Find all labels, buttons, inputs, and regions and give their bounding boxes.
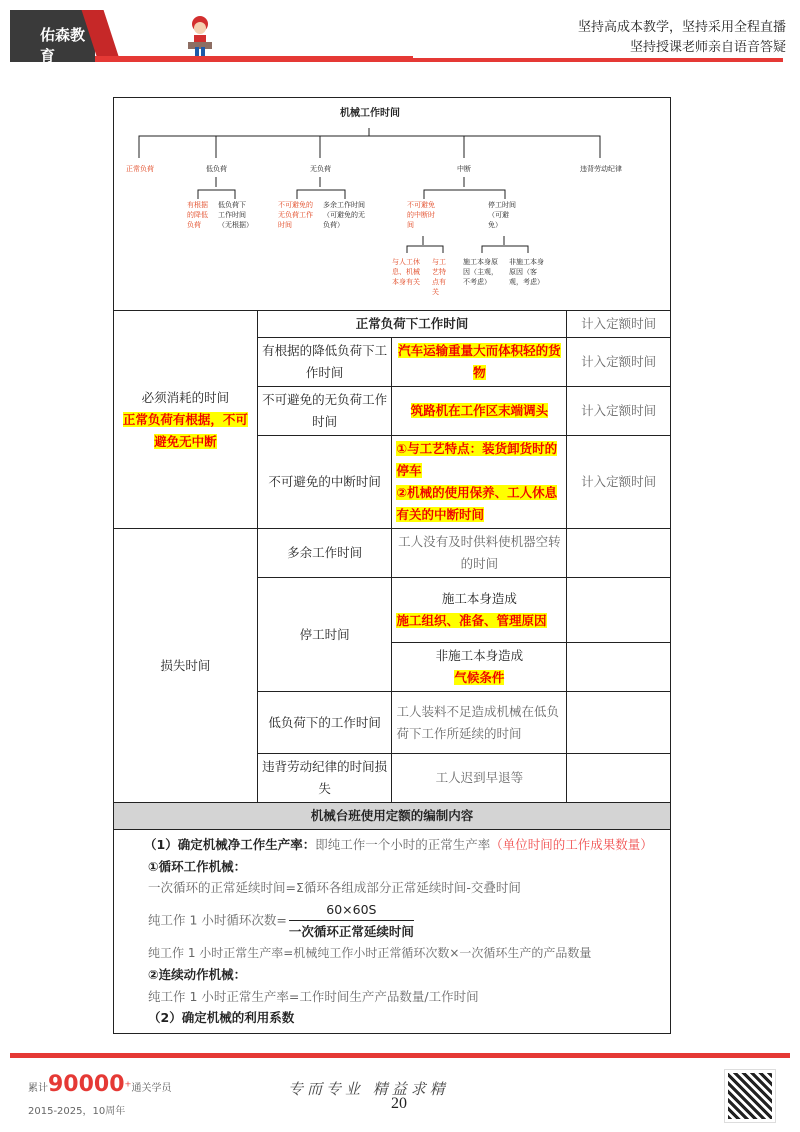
- subheading: ①循环工作机械：: [148, 858, 247, 874]
- slogan-line-1: 坚持高成本教学，坚持采用全程直播: [577, 20, 786, 35]
- stats-prefix: 累计: [28, 1083, 48, 1094]
- normal-load-heading: 正常负荷下工作时间: [257, 311, 566, 338]
- loss-time-label: 损失时间: [114, 529, 258, 803]
- diagram-node: 低负荷下工作时间（无根据）: [218, 201, 253, 229]
- stats-plus: +: [124, 1078, 132, 1089]
- brand-name: 佑森教育: [40, 26, 86, 65]
- diagram-node-interrupt: 中断: [457, 165, 471, 173]
- diagram-title: 机械工作时间: [340, 108, 400, 119]
- formula-fraction-row: [120, 899, 664, 943]
- brand-sub: 只做超人教育: [40, 70, 71, 76]
- diagram-node: 不可避免的无负荷工作时间: [278, 201, 313, 229]
- row-example: ①与工艺特点：装货卸货时的停车: [396, 441, 558, 478]
- diagram-node: 与工艺特点有关: [432, 258, 446, 296]
- page-number: 20: [391, 1095, 407, 1112]
- footer-rule: [10, 1053, 790, 1058]
- denominator: 一次循环正常延续时间: [288, 924, 414, 939]
- stats-suffix: 通关学员: [131, 1083, 172, 1094]
- diagram-node-none: 无负荷: [310, 165, 331, 173]
- count-cell: 计入定额时间: [567, 311, 671, 338]
- numerator: 60×60S: [289, 899, 414, 922]
- diagram-node-discipline: 违背劳动纪律: [580, 165, 622, 173]
- row-example: 工人迟到早退等: [392, 754, 567, 803]
- row-example: 工人装料不足造成机械在低负荷下工作所延续的时间: [392, 692, 567, 754]
- subheading: ②连续动作机械：: [148, 967, 247, 982]
- row-name: 有根据的降低负荷下工作时间: [257, 338, 392, 387]
- heading-1: （1）确定机械净工作生产率：: [144, 837, 316, 852]
- diagram-node: 施工本身原因（主观，不考虑）: [463, 258, 498, 286]
- footer-years: 2015-2025，10周年: [28, 1106, 126, 1117]
- necessary-time-label: 必须消耗的时间: [141, 389, 230, 405]
- diagram-node: 不可避免的中断时间: [407, 201, 435, 229]
- formula: 纯工作 1 小时正常生产率=机械纯工作小时正常循环次数×一次循环生产的产品数量: [148, 945, 592, 960]
- diagram-node: 非施工本身原因（客观，考虑）: [509, 258, 544, 286]
- count-cell: 计入定额时间: [567, 387, 671, 436]
- note-red: （单位时间的工作成果数量）: [490, 837, 653, 852]
- diagram-node: 停工时间（可避免）: [488, 201, 516, 229]
- row-name: 不可避免的中断时间: [257, 436, 392, 529]
- stop-cause-title: 施工本身造成: [441, 591, 517, 606]
- stop-cause-detail: 气候条件: [454, 670, 505, 685]
- necessary-time-cell: [114, 311, 258, 529]
- row-example: 工人没有及时供料使机器空转的时间: [392, 529, 567, 578]
- diagram-node: 与人工休息、机械本身有关: [392, 258, 420, 286]
- row-example: 汽车运输重量大而体积轻的货物: [398, 343, 561, 380]
- diagram-node-normal: 正常负荷: [126, 165, 154, 173]
- formula: 一次循环的正常延续时间=Σ循环各组成部分正常延续时间-交叠时间: [148, 880, 521, 895]
- diagram-node: 有根据的降低负荷: [187, 201, 208, 229]
- row-example: 筑路机在工作区末端调头: [410, 403, 549, 418]
- row-name: 低负荷下的工作时间: [257, 692, 392, 754]
- stats-count: 90000: [48, 1072, 125, 1097]
- slogan-line-2: 坚持授课老师亲自语音答疑: [629, 40, 786, 55]
- row-name: 停工时间: [257, 578, 392, 692]
- section-title: 机械台班使用定额的编制内容: [114, 803, 671, 830]
- machine-time-table: [113, 310, 671, 1034]
- row-name: 不可避免的无负荷工作时间: [257, 387, 392, 436]
- row-example: ②机械的使用保养、工人休息有关的中断时间: [396, 485, 558, 522]
- stop-cause-title: 非施工本身造成: [435, 648, 524, 663]
- formula: 纯工作 1 小时正常生产率=工作时间生产产品数量/工作时间: [148, 988, 479, 1004]
- necessary-time-note: 正常负荷有根据，不可避免无中断: [122, 411, 248, 449]
- row-name: 多余工作时间: [257, 529, 392, 578]
- qr-code: [725, 1070, 775, 1122]
- count-cell: 计入定额时间: [567, 338, 671, 387]
- signature: 专而专业 精益求精: [288, 1080, 449, 1098]
- text: 即纯工作一个小时的正常生产率: [315, 837, 491, 852]
- stop-cause-detail: 施工组织、准备、管理原因: [396, 613, 547, 628]
- row-name: 违背劳动纪律的时间损失: [257, 754, 392, 803]
- diagram-node: 多余工作时间（可避免的无负荷）: [323, 201, 365, 229]
- heading-2: （2）确定机械的利用系数: [148, 1010, 295, 1025]
- count-cell: 计入定额时间: [567, 436, 671, 529]
- content-block: [114, 830, 671, 1034]
- diagram-node-low: 低负荷: [206, 165, 227, 173]
- footer-stats: [28, 1072, 172, 1097]
- formula-lhs: 纯工作 1 小时循环次数=: [148, 912, 287, 927]
